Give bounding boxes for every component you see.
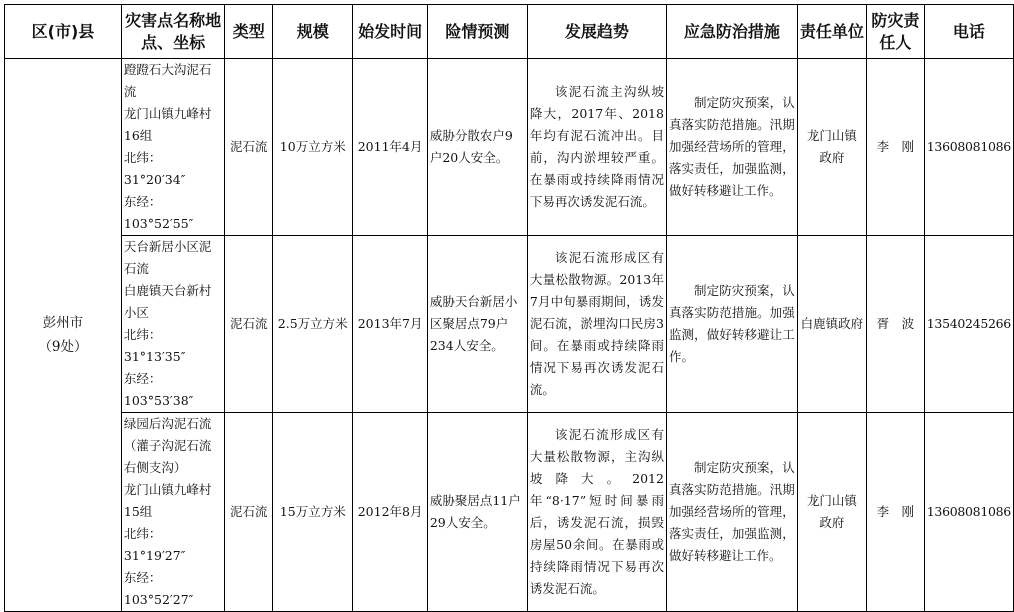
header-scale: 规模 [273,5,353,59]
trend-cell: 该泥石流形成区有大量松散物源。2013年7月中旬暴雨期间，诱发泥石流，淤埋沟口民房3间。在暴雨或持续降雨情况下易再次诱发泥石流。 [527,236,666,413]
table-row [5,413,1014,612]
name-cell: 蹬蹬石大沟泥石流 龙门山镇九峰村16组 北纬：31°20′34″ 东经：103°52′55″ [121,59,225,236]
type-cell: 泥石流 [225,59,273,236]
header-measures: 应急防治措施 [666,5,797,59]
scale-cell: 2.5万立方米 [273,236,353,413]
risk-cell: 威胁分散农户9户20人安全。 [427,59,527,236]
risk-cell: 威胁天台新居小区聚居点79户234人安全。 [427,236,527,413]
name-cell: 绿园后沟泥石流 （灌子沟泥石流右侧支沟） 龙门山镇九峰村15组 北纬：31°19′27″ 东经：103°52′27″ [121,413,225,612]
start-cell: 2012年8月 [353,413,427,612]
start-cell: 2011年4月 [353,59,427,236]
header-row [5,5,1014,59]
header-person: 防灾责任人 [867,5,925,59]
person-cell: 李 刚 [867,413,925,612]
phone-cell: 13540245266 [924,236,1013,413]
header-start: 始发时间 [353,5,427,59]
measures-cell: 制定防灾预案，认真落实防范措施。汛期加强经营场所的管理，落实责任，加强监测，做好转移避让工作。 [666,413,797,612]
header-unit: 责任单位 [797,5,866,59]
measures-cell: 制定防灾预案，认真落实防范措施。加强监测，做好转移避让工作。 [666,236,797,413]
header-type: 类型 [225,5,273,59]
header-phone: 电话 [924,5,1013,59]
header-trend: 发展趋势 [527,5,666,59]
table-row [5,236,1014,413]
start-cell: 2013年7月 [353,236,427,413]
table-row [5,59,1014,236]
measures-cell: 制定防灾预案，认真落实防范措施。汛期加强经营场所的管理，落实责任，加强监测，做好转移避让工作。 [666,59,797,236]
person-cell: 李 刚 [867,59,925,236]
unit-cell: 龙门山镇 政府 [797,59,866,236]
type-cell: 泥石流 [225,236,273,413]
header-district: 区(市)县 [5,5,122,59]
header-name: 灾害点名称地点、坐标 [121,5,225,59]
unit-cell: 白鹿镇政府 [797,236,866,413]
unit-cell: 龙门山镇 政府 [797,413,866,612]
scale-cell: 15万立方米 [273,413,353,612]
phone-cell: 13608081086 [924,413,1013,612]
district-cell: 彭州市 （9处） [5,59,122,612]
scale-cell: 10万立方米 [273,59,353,236]
type-cell: 泥石流 [225,413,273,612]
phone-cell: 13608081086 [924,59,1013,236]
disaster-table [4,4,1014,612]
header-risk: 险情预测 [427,5,527,59]
trend-cell: 该泥石流主沟纵坡降大，2017年、2018年均有泥石流冲出。目前，沟内淤埋较严重。在暴雨或持续降雨情况下易再次诱发泥石流。 [527,59,666,236]
person-cell: 胥 波 [867,236,925,413]
trend-cell: 该泥石流形成区有大量松散物源，主沟纵坡降大。2012年“8·17”短时间暴雨后，诱发泥石流，损毁房屋50余间。在暴雨或持续降雨情况下易再次诱发泥石流。 [527,413,666,612]
risk-cell: 威胁聚居点11户29人安全。 [427,413,527,612]
name-cell: 天台新居小区泥石流 白鹿镇天台新村小区 北纬：31°13′35″ 东经：103°53′38″ [121,236,225,413]
